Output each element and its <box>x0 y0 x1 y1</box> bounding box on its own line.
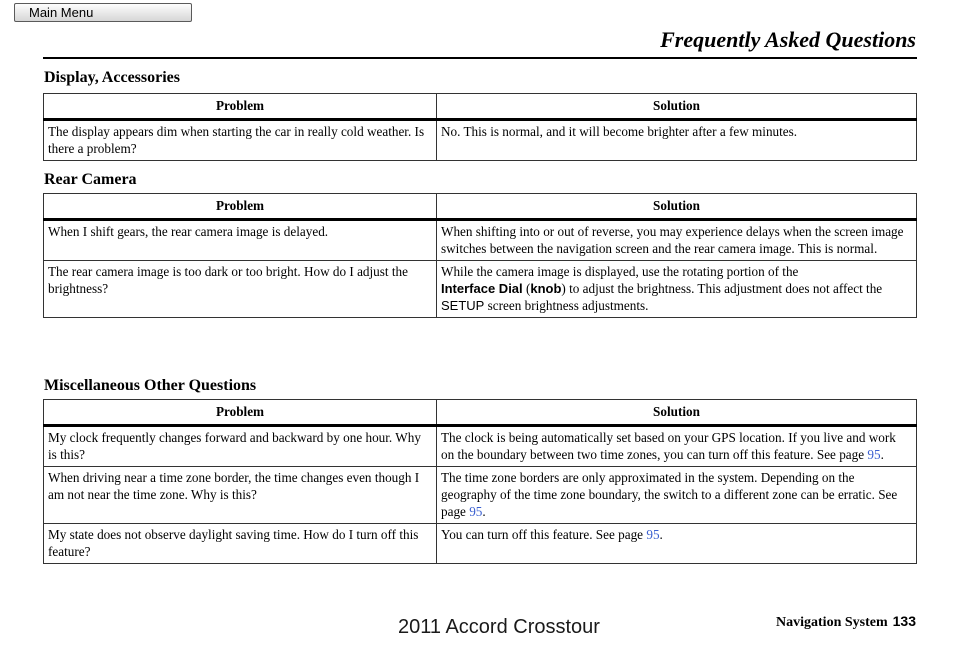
section-heading-display: Display, Accessories <box>44 69 180 86</box>
column-header-solution: Solution <box>437 194 917 220</box>
column-header-solution: Solution <box>437 400 917 426</box>
title-divider <box>43 57 917 59</box>
solution-text: The clock is being automatically set based on your GPS location. If you live and work on the boundary between two time zones, you can turn off this feature. See page <box>441 430 896 462</box>
solution-text: . <box>880 447 884 462</box>
problem-cell: The display appears dim when starting the car in really cold weather. Is there a problem? <box>44 120 437 161</box>
column-header-problem: Problem <box>44 194 437 220</box>
table-header-row <box>44 94 917 120</box>
interface-dial-term: Interface Dial <box>441 281 523 296</box>
table-header-row <box>44 400 917 426</box>
footer-section-title: Navigation System <box>776 615 888 630</box>
table-row <box>44 261 917 318</box>
page-number: 133 <box>892 613 916 629</box>
solution-text: ) to adjust the brightness. This adjustment does not affect the <box>561 281 883 296</box>
table-header-row <box>44 194 917 220</box>
solution-cell <box>437 524 917 564</box>
solution-text: screen brightness adjustments. <box>484 298 649 313</box>
solution-text: . <box>659 527 663 542</box>
solution-text: . <box>482 504 486 519</box>
solution-text: You can turn off this feature. See page <box>441 527 647 542</box>
footer-nav <box>776 613 916 631</box>
solution-text: While the camera image is displayed, use the rotating portion of the <box>441 264 799 279</box>
section-heading-camera: Rear Camera <box>44 171 137 188</box>
table-row <box>44 467 917 524</box>
problem-cell: The rear camera image is too dark or too bright. How do I adjust the brightness? <box>44 261 437 318</box>
section-heading-misc: Miscellaneous Other Questions <box>44 377 257 394</box>
setup-term: SETUP <box>441 298 485 313</box>
page-link[interactable]: 95 <box>867 447 881 462</box>
main-menu-button[interactable]: Main Menu <box>14 3 192 22</box>
solution-cell: No. This is normal, and it will become brighter after a few minutes. <box>437 120 917 161</box>
solution-text: The time zone borders are only approximated in the system. Depending on the geography of the time zone boundary, the switch to a different zone can be erratic. See page <box>441 470 898 519</box>
solution-text: ( <box>522 281 531 296</box>
page-link[interactable]: 95 <box>469 504 483 519</box>
table-row <box>44 426 917 467</box>
page-title: Frequently Asked Questions <box>660 27 916 52</box>
solution-cell <box>437 467 917 524</box>
table-row <box>44 120 917 161</box>
column-header-problem: Problem <box>44 94 437 120</box>
problem-cell: When I shift gears, the rear camera image is delayed. <box>44 220 437 261</box>
solution-cell <box>437 426 917 467</box>
problem-cell: When driving near a time zone border, the time changes even though I am not near the time zone. Why is this? <box>44 467 437 524</box>
faq-table-camera <box>43 193 917 318</box>
column-header-solution: Solution <box>437 94 917 120</box>
solution-cell <box>437 261 917 318</box>
faq-table-display <box>43 93 917 161</box>
problem-cell: My state does not observe daylight saving time. How do I turn off this feature? <box>44 524 437 564</box>
knob-term: knob <box>530 281 562 296</box>
page-link[interactable]: 95 <box>646 527 660 542</box>
problem-cell: My clock frequently changes forward and backward by one hour. Why is this? <box>44 426 437 467</box>
faq-table-misc <box>43 399 917 564</box>
solution-cell: When shifting into or out of reverse, you may experience delays when the screen image switches between the navigation screen and the rear camera image. This is normal. <box>437 220 917 261</box>
table-row <box>44 524 917 564</box>
watermark: 2011 Accord Crosstour <box>398 616 600 638</box>
table-row <box>44 220 917 261</box>
column-header-problem: Problem <box>44 400 437 426</box>
